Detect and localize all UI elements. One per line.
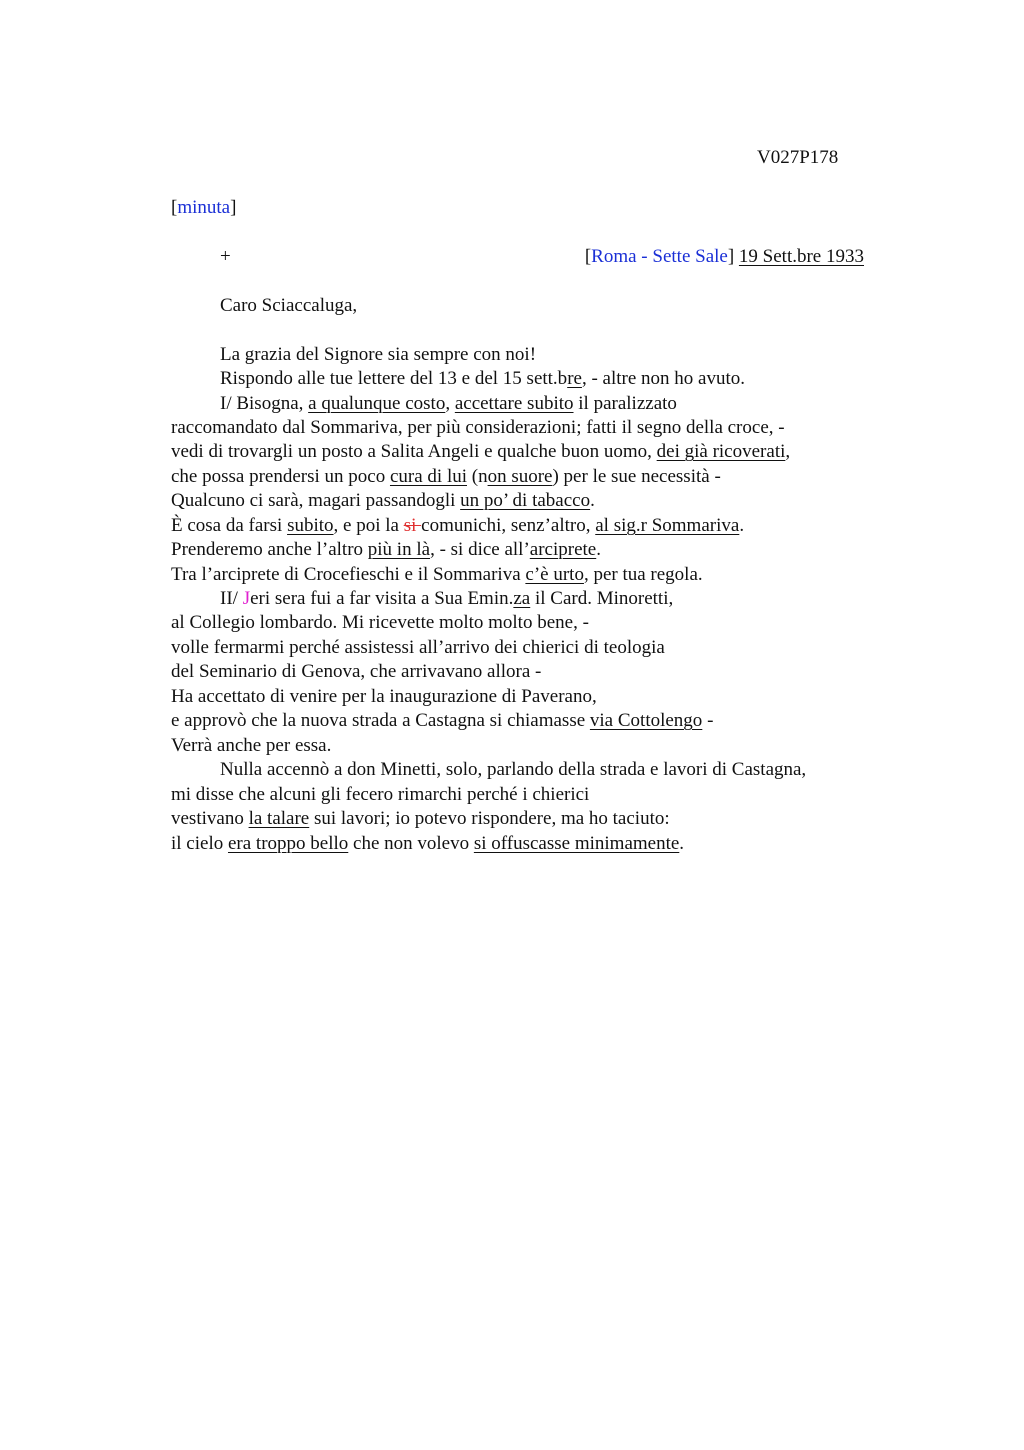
document-code: V027P178 bbox=[757, 147, 839, 168]
minuta-label: minuta bbox=[177, 197, 231, 218]
body-line-16: e approvò che la nuova strada a Castagna si chiamasse via Cottolengo - bbox=[171, 710, 714, 731]
body-line-5: vedi di trovargli un posto a Salita Angeli e qualche buon uomo, dei già ricoverati, bbox=[171, 441, 791, 462]
place-label: Roma - Sette Sale bbox=[591, 246, 728, 267]
body-line-8: È cosa da farsi subito, e poi la si comunichi, senz’altro, al sig.r Sommariva. bbox=[171, 515, 745, 536]
body-line-19: mi disse che alcuni gli fecero rimarchi perché i chierici bbox=[171, 784, 590, 805]
body-line-10: Tra l’arciprete di Crocefieschi e il Sommariva c’è urto, per tua regola. bbox=[171, 564, 703, 585]
body-line-17: Verrà anche per essa. bbox=[171, 735, 332, 756]
bracket-close: ] bbox=[727, 246, 735, 267]
minuta-note bbox=[171, 196, 236, 220]
deleted-word: si bbox=[403, 515, 422, 536]
bracket-open: [ bbox=[171, 197, 178, 218]
body-line-12: al Collegio lombardo. Mi ricevette molto molto bene, - bbox=[171, 612, 589, 633]
body-line-7: Qualcuno ci sarà, magari passandogli un po’ di tabacco. bbox=[171, 490, 595, 511]
bracket-open: [ bbox=[584, 246, 592, 267]
body-line-21: il cielo era troppo bello che non volevo si offuscasse minimamente. bbox=[171, 833, 685, 854]
body-line-4: raccomandato dal Sommariva, per più considerazioni; fatti il segno della croce, - bbox=[171, 417, 785, 438]
body-line-15: Ha accettato di venire per la inaugurazione di Paverano, bbox=[171, 686, 597, 707]
body-line-3: I/ Bisogna, a qualunque costo, accettare subito il paralizzato bbox=[220, 393, 677, 414]
greeting: Caro Sciaccaluga, bbox=[220, 295, 358, 316]
body-line-13: volle fermarmi perché assistessi all’arrivo dei chierici di teologia bbox=[171, 637, 665, 658]
body-line-14: del Seminario di Genova, che arrivavano allora - bbox=[171, 661, 542, 682]
bracket-close: ] bbox=[230, 197, 237, 218]
corrected-letter: J bbox=[242, 588, 251, 609]
body-line-9: Prenderemo anche l’altro più in là, - si dice all’arciprete. bbox=[171, 539, 601, 560]
place-date bbox=[585, 245, 864, 269]
body-line-6: che possa prendersi un poco cura di lui (non suore) per le sue necessità - bbox=[171, 466, 721, 487]
cross-symbol: + bbox=[220, 246, 231, 267]
body-line-18: Nulla accennò a don Minetti, solo, parlando della strada e lavori di Castagna, bbox=[220, 759, 807, 780]
body-line-20: vestivano la talare sui lavori; io potevo rispondere, ma ho taciuto: bbox=[171, 808, 670, 829]
body-line-2: Rispondo alle tue lettere del 13 e del 15 sett.bre, - altre non ho avuto. bbox=[220, 368, 745, 389]
letter-date: 19 Sett.bre 1933 bbox=[738, 246, 864, 267]
body-line-1: La grazia del Signore sia sempre con noi! bbox=[220, 344, 537, 365]
body-line-11: II/ Jeri sera fui a far visita a Sua Emin.za il Card. Minoretti, bbox=[220, 588, 674, 609]
